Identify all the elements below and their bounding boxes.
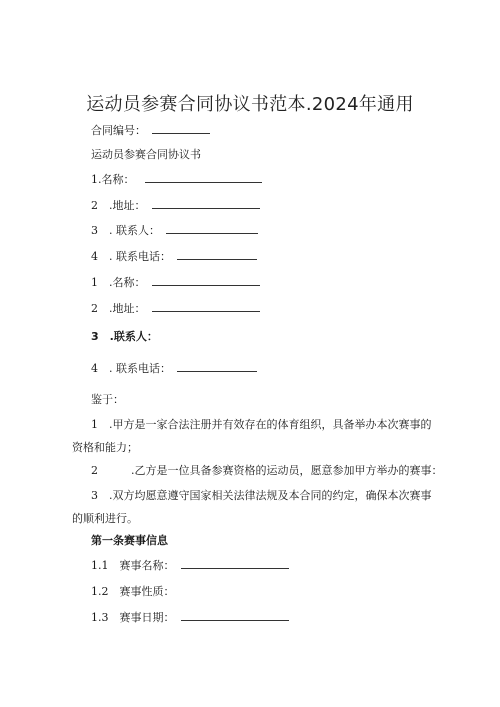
party-a-phone-label: 4 . 联系电话： (91, 250, 171, 263)
party-a-name-line (91, 173, 262, 187)
clause-3-continuation: 的顺利进行。 (72, 512, 138, 525)
party-a-address-line (91, 199, 260, 213)
party-a-address-blank (152, 199, 260, 209)
contract-number-blank (152, 124, 210, 134)
party-b-name-blank (152, 276, 260, 286)
event-name-line (91, 559, 289, 573)
party-a-contact-blank (166, 224, 258, 234)
party-b-name-label: 1 .名称： (91, 276, 146, 289)
clause-2-text: 2 .乙方是一位具备参赛资格的运动员，愿意参加甲方举办的赛事： (91, 464, 443, 477)
party-b-name-line (91, 276, 260, 290)
event-name-label: 1.1 赛事名称： (91, 559, 175, 572)
event-nature-line (91, 585, 175, 599)
party-b-phone-line (91, 362, 257, 376)
contract-number-label: 合同编号： (91, 124, 146, 137)
section-1-heading-text: 第一条赛事信息 (91, 534, 168, 547)
event-date-blank (181, 611, 289, 621)
party-b-contact-line (91, 330, 158, 344)
party-a-name-label: 1.名称： (91, 173, 135, 186)
party-b-contact-label: 3 .联系人： (91, 330, 158, 343)
event-date-label: 1.3 赛事日期： (91, 611, 175, 624)
contract-number-line (91, 124, 210, 138)
event-name-blank (181, 559, 289, 569)
party-b-phone-blank (177, 362, 257, 372)
clause-3-text: 3 .双方均愿意遵守国家相关法律法规及本合同的约定，确保本次赛事 (91, 489, 432, 502)
clause-1-text: 1 .甲方是一家合法注册并有效存在的体育组织，具备举办本次赛事的 (91, 418, 432, 431)
party-a-contact-label: 3 . 联系人： (91, 224, 160, 237)
event-nature-label: 1.2 赛事性质： (91, 585, 175, 598)
party-a-address-label: 2 .地址： (91, 199, 146, 212)
whereas-heading: 鉴于： (91, 393, 124, 406)
party-b-address-line (91, 302, 260, 316)
party-a-phone-line (91, 250, 257, 264)
party-a-contact-line (91, 224, 258, 238)
section-1-heading (91, 534, 168, 548)
party-b-address-blank (152, 302, 260, 312)
clause-1-continuation: 资格和能力； (72, 441, 138, 454)
party-b-address-label: 2 .地址： (91, 302, 146, 315)
document-title: 运动员参赛合同协议书范本.2024年通用 (86, 94, 414, 115)
party-a-name-blank (145, 173, 262, 183)
party-b-phone-label: 4 . 联系电话： (91, 362, 171, 375)
party-a-phone-blank (177, 250, 257, 260)
event-date-line (91, 611, 289, 625)
document-subtitle: 运动员参赛合同协议书 (91, 148, 201, 161)
